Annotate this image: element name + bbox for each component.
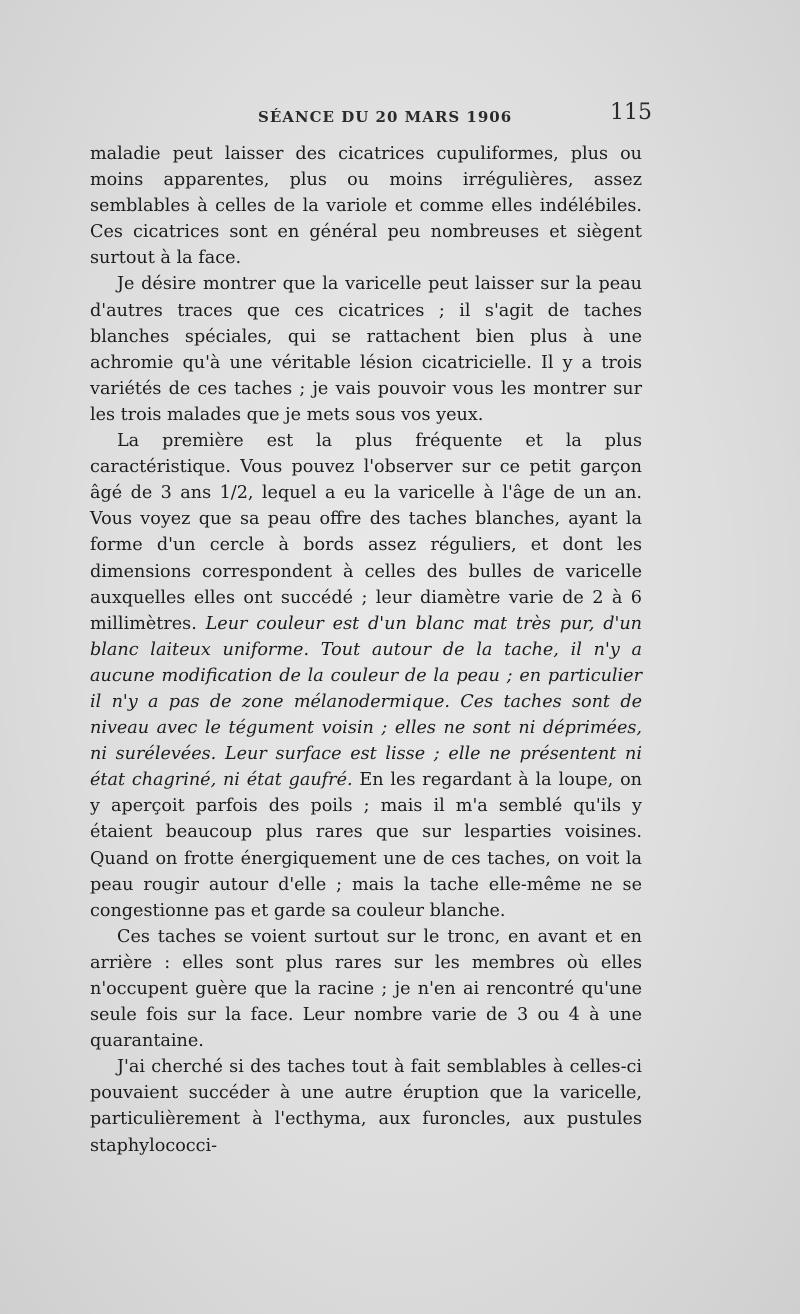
body-text — [90, 141, 642, 1159]
text-run: La première est la plus fréquente et la plus caractéristique. Vous pouvez l'observer sur ce petit garçon âgé de 3 ans 1/2, lequel a eu la varicelle à l'âge de un an. Vous voyez que sa peau offre des taches blanches, ayant la forme d'un cercle à bords assez réguliers, et dont les dimensions correspondent à celles des bulles de varicelle auxquelles elles ont succédé ; leur diamètre varie de 2 à 6 millimètres. — [90, 431, 642, 634]
text-run: J'ai cherché si des taches tout à fait semblables à celles-ci pouvaient succéder à une autre éruption que la varicelle, particulièrement à l'ecthyma, aux furoncles, aux pustules staphylococci- — [90, 1057, 642, 1156]
paragraph — [90, 428, 642, 924]
page-number: 115 — [610, 100, 652, 125]
paragraph — [90, 924, 642, 1054]
running-title: SÉANCE DU 20 MARS 1906 — [258, 108, 513, 126]
paragraph — [90, 271, 642, 428]
page-header — [90, 100, 650, 134]
paragraph — [90, 1054, 642, 1158]
text-run: Ces taches se voient surtout sur le tronc, en avant et en arrière : elles sont plus rares sur les membres où elles n'occupent guère que la racine ; je n'en ai rencontré qu'une seule fois sur la face. Leur nombre varie de 3 ou 4 à une quarantaine. — [90, 926, 642, 1052]
paragraph — [90, 141, 642, 271]
italic-text-run: Leur couleur est d'un blanc mat très pur, d'un blanc laiteux uniforme. Tout autour de la tache, il n'y a aucune modification de la couleur de la peau ; en particulier il n'y a pas de zone mélanodermique. Ces taches sont de niveau avec le tégument voisin ; elles ne sont ni déprimées, ni surélevées. Leur surface est lisse ; elle ne présentent ni état chagriné, ni état gaufré. — [90, 613, 642, 791]
text-run: En les regardant à la loupe, on y aperçoit parfois des poils ; mais il m'a semblé qu'ils y étaient beaucoup plus rares que sur lesparties voisines. Quand on frotte énergiquement une de ces taches, on voit la peau rougir autour d'elle ; mais la tache elle-même ne se congestionne pas et garde sa couleur blanche. — [90, 770, 643, 921]
text-run: maladie peut laisser des cicatrices cupuliformes, plus ou moins apparentes, plus ou moins irrégulières, assez semblables à celles de la variole et comme elles indélébiles. Ces cicatrices sont en général peu nombreuses et siègent surtout à la face. — [90, 144, 642, 269]
text-run: Je désire montrer que la varicelle peut laisser sur la peau d'autres traces que ces cicatrices ; il s'agit de taches blanches spéciales, qui se rattachent bien plus à une achromie qu'à une véritable lésion cicatricielle. Il y a trois variétés de ces taches ; je vais pouvoir vous les montrer sur les trois malades que je mets sous vos yeux. — [90, 274, 642, 425]
